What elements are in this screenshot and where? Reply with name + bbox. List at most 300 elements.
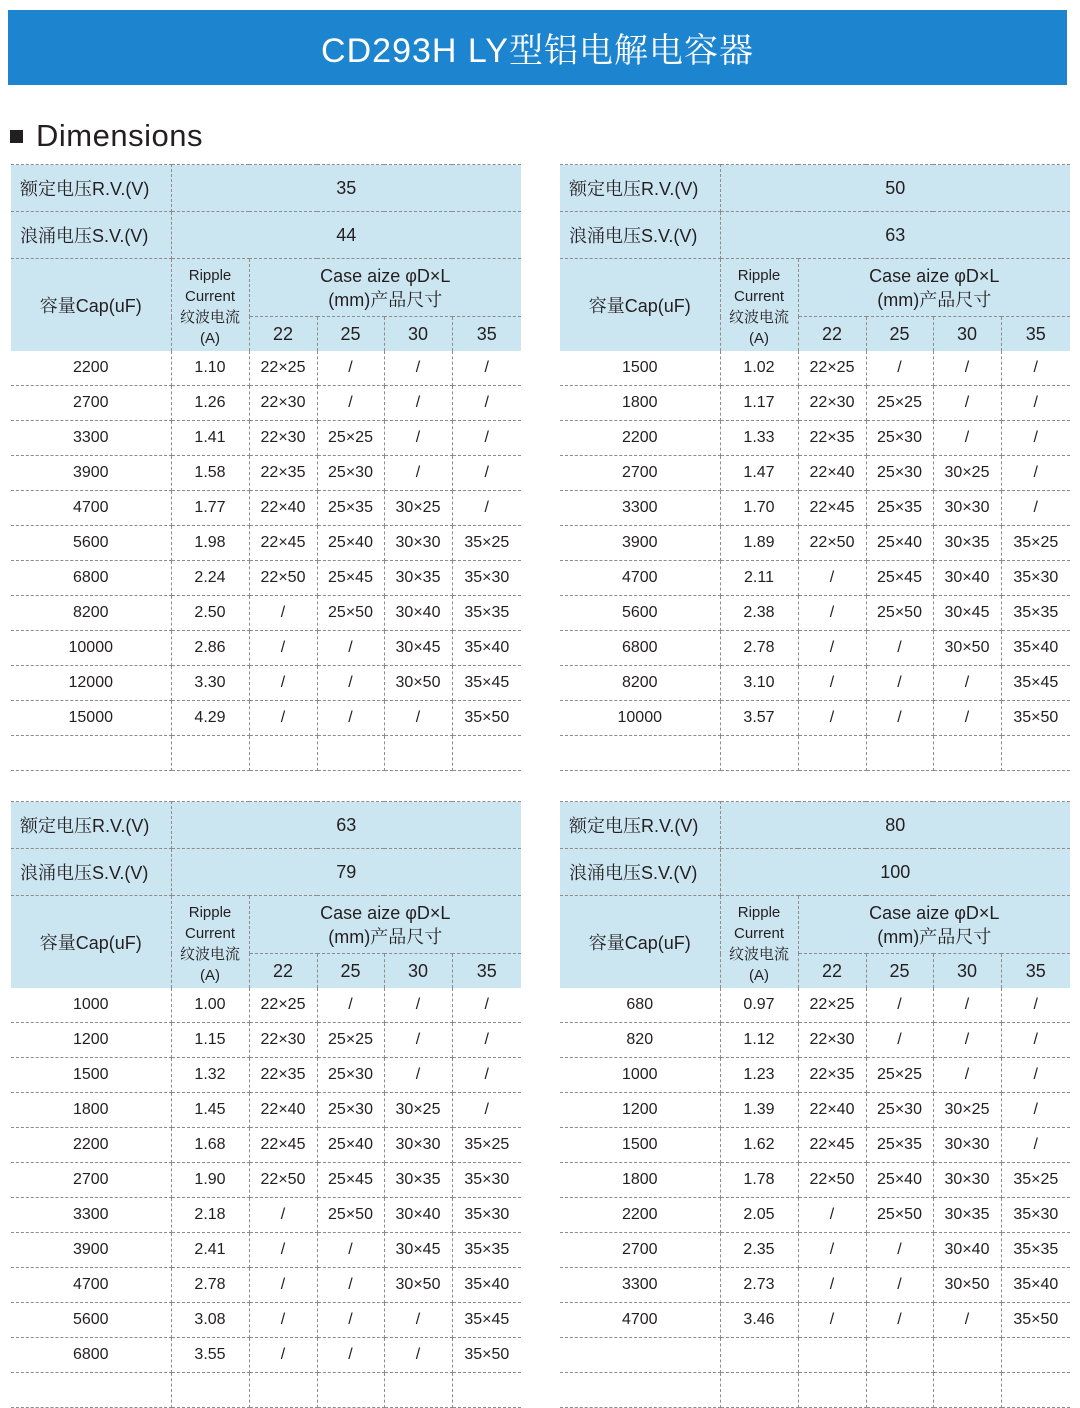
ripple-current-cell: 1.32	[171, 1058, 249, 1093]
table-row	[11, 561, 521, 596]
capacitance-cell: 6800	[560, 631, 720, 666]
case-size-22-cell: 22×50	[798, 526, 866, 561]
case-size-35-cell: 35×40	[1001, 1268, 1070, 1303]
case-size-30-cell: /	[933, 421, 1001, 456]
ripple-current-cell: 1.45	[171, 1093, 249, 1128]
case-size-35-cell: 35×50	[452, 1338, 521, 1373]
table-row	[11, 526, 521, 561]
table-row	[11, 1023, 521, 1058]
case-size-25-cell: /	[866, 1023, 933, 1058]
empty-cell	[720, 1373, 798, 1408]
table-row	[560, 701, 1070, 736]
case-size-30-cell: /	[384, 421, 452, 456]
ripple-header-en1: Ripple	[188, 267, 232, 284]
case-size-30-cell: /	[384, 456, 452, 491]
case-size-22-cell: /	[798, 561, 866, 596]
ripple-current-header	[720, 259, 798, 352]
surge-voltage-label: 浪涌电压S.V.(V)	[560, 849, 720, 896]
case-size-30-cell: /	[933, 1058, 1001, 1093]
case-size-35-cell: /	[1001, 1128, 1070, 1163]
empty-cell	[720, 1338, 798, 1373]
case-size-22-cell: 22×40	[249, 491, 317, 526]
case-size-35-cell: 35×45	[452, 1303, 521, 1338]
case-size-30-cell: 30×50	[384, 1268, 452, 1303]
ripple-current-cell: 3.57	[720, 701, 798, 736]
case-size-35-cell: /	[1001, 1093, 1070, 1128]
case-size-22-cell: 22×30	[249, 1023, 317, 1058]
diameter-35-header: 35	[452, 954, 521, 989]
empty-cell	[798, 736, 866, 771]
case-size-35-cell: 35×30	[452, 561, 521, 596]
case-size-25-cell: 25×50	[317, 1198, 384, 1233]
case-size-25-cell: 25×25	[866, 386, 933, 421]
case-size-header	[798, 259, 1070, 317]
table-body	[560, 351, 1070, 771]
empty-cell	[317, 736, 384, 771]
ripple-header-unit: (A)	[200, 330, 220, 347]
empty-row	[11, 736, 521, 771]
case-size-25-cell: /	[866, 1268, 933, 1303]
case-size-22-cell: 22×25	[798, 988, 866, 1023]
ripple-current-cell: 2.50	[171, 596, 249, 631]
ripple-current-cell: 1.78	[720, 1163, 798, 1198]
case-size-30-cell: /	[384, 1338, 452, 1373]
case-size-22-cell: 22×50	[249, 561, 317, 596]
case-size-22-cell: 22×40	[798, 1093, 866, 1128]
empty-cell	[11, 1373, 171, 1408]
ripple-current-cell: 1.90	[171, 1163, 249, 1198]
ripple-current-cell: 1.70	[720, 491, 798, 526]
ripple-current-cell: 1.41	[171, 421, 249, 456]
ripple-header-en2: Current	[733, 925, 785, 942]
diameter-22-header: 22	[798, 954, 866, 989]
capacitance-cell: 1200	[560, 1093, 720, 1128]
table-row	[11, 351, 521, 386]
case-size-22-cell: 22×35	[798, 421, 866, 456]
case-size-22-cell: 22×45	[798, 491, 866, 526]
surge-voltage-label: 浪涌电压S.V.(V)	[560, 212, 720, 259]
case-size-35-cell: 35×45	[1001, 666, 1070, 701]
ripple-current-cell: 2.38	[720, 596, 798, 631]
ripple-header-en1: Ripple	[737, 904, 781, 921]
case-size-35-cell: /	[1001, 1058, 1070, 1093]
empty-cell	[933, 736, 1001, 771]
case-size-35-cell: 35×25	[452, 526, 521, 561]
table-row	[11, 988, 521, 1023]
table-row	[11, 1058, 521, 1093]
case-size-25-cell: 25×30	[866, 456, 933, 491]
case-size-35-cell: 35×50	[1001, 701, 1070, 736]
diameter-25-header: 25	[866, 317, 933, 352]
case-size-35-cell: 35×30	[452, 1198, 521, 1233]
ripple-current-cell: 1.47	[720, 456, 798, 491]
capacitance-header: 容量Cap(uF)	[560, 259, 720, 352]
ripple-current-cell: 2.35	[720, 1233, 798, 1268]
diameter-30-header: 30	[384, 954, 452, 989]
ripple-header-cn: 纹波电流	[179, 946, 240, 963]
case-size-22-cell: 22×25	[249, 351, 317, 386]
case-size-line2: (mm)产品尺寸	[328, 289, 443, 310]
capacitance-cell: 8200	[11, 596, 171, 631]
ripple-current-cell: 1.68	[171, 1128, 249, 1163]
empty-cell	[171, 736, 249, 771]
rated-voltage-value: 63	[171, 802, 521, 849]
capacitance-cell: 1200	[11, 1023, 171, 1058]
capacitance-cell: 1500	[11, 1058, 171, 1093]
capacitance-cell: 10000	[11, 631, 171, 666]
case-size-30-cell: /	[933, 351, 1001, 386]
ripple-current-cell: 1.98	[171, 526, 249, 561]
case-size-30-cell: 30×35	[384, 1163, 452, 1198]
table-row	[560, 1163, 1070, 1198]
case-size-25-cell: 25×45	[317, 1163, 384, 1198]
ripple-current-header	[171, 259, 249, 352]
capacitance-cell: 1000	[11, 988, 171, 1023]
case-size-22-cell: 22×50	[249, 1163, 317, 1198]
ripple-current-cell: 1.12	[720, 1023, 798, 1058]
case-size-35-cell: /	[452, 386, 521, 421]
empty-cell	[866, 736, 933, 771]
case-size-line1: Case aize φD×L	[869, 265, 1000, 286]
rated-voltage-label: 额定电压R.V.(V)	[560, 165, 720, 212]
case-size-35-cell: /	[452, 988, 521, 1023]
case-size-25-cell: /	[317, 1338, 384, 1373]
empty-cell	[560, 1338, 720, 1373]
case-size-30-cell: /	[384, 1303, 452, 1338]
case-size-30-cell: 30×50	[933, 631, 1001, 666]
case-size-22-cell: /	[249, 1233, 317, 1268]
ripple-current-cell: 2.78	[720, 631, 798, 666]
case-size-line1: Case aize φD×L	[320, 265, 451, 286]
case-size-35-cell: 35×50	[1001, 1303, 1070, 1338]
ripple-current-cell: 3.55	[171, 1338, 249, 1373]
ripple-current-cell: 3.46	[720, 1303, 798, 1338]
dimensions-table-80v	[560, 801, 1070, 1408]
case-size-35-cell: 35×25	[1001, 526, 1070, 561]
case-size-22-cell: /	[798, 1198, 866, 1233]
case-size-25-cell: /	[317, 351, 384, 386]
case-size-35-cell: /	[452, 456, 521, 491]
case-size-header	[249, 259, 521, 317]
case-size-22-cell: 22×35	[249, 456, 317, 491]
ripple-header-en1: Ripple	[737, 267, 781, 284]
case-size-35-cell: 35×50	[452, 701, 521, 736]
case-size-25-cell: /	[866, 1303, 933, 1338]
case-size-30-cell: 30×25	[933, 1093, 1001, 1128]
dimensions-table-35v	[11, 164, 521, 771]
table-row	[11, 1268, 521, 1303]
case-size-25-cell: /	[317, 1303, 384, 1338]
case-size-30-cell: 30×40	[933, 1233, 1001, 1268]
diameter-22-header: 22	[249, 954, 317, 989]
dimensions-table-63v	[11, 801, 521, 1408]
case-size-35-cell: 35×45	[452, 666, 521, 701]
case-size-25-cell: 25×35	[866, 491, 933, 526]
empty-cell	[560, 1373, 720, 1408]
case-size-25-cell: 25×25	[317, 421, 384, 456]
case-size-22-cell: 22×40	[798, 456, 866, 491]
rated-voltage-label: 额定电压R.V.(V)	[11, 165, 171, 212]
case-size-30-cell: /	[384, 386, 452, 421]
capacitance-cell: 3900	[11, 456, 171, 491]
case-size-30-cell: 30×45	[384, 631, 452, 666]
table-row	[560, 1023, 1070, 1058]
empty-cell	[317, 1373, 384, 1408]
case-size-25-cell: 25×30	[866, 1093, 933, 1128]
empty-cell	[384, 1373, 452, 1408]
table-row	[11, 1093, 521, 1128]
capacitance-cell: 4700	[11, 1268, 171, 1303]
case-size-25-cell: 25×50	[317, 596, 384, 631]
table-row	[11, 491, 521, 526]
ripple-current-cell: 2.73	[720, 1268, 798, 1303]
table-row	[11, 1163, 521, 1198]
table-row	[560, 1233, 1070, 1268]
table-row	[11, 1198, 521, 1233]
case-size-22-cell: 22×45	[249, 526, 317, 561]
case-size-30-cell: /	[933, 666, 1001, 701]
table-row	[11, 456, 521, 491]
case-size-30-cell: /	[384, 701, 452, 736]
case-size-22-cell: 22×45	[249, 1128, 317, 1163]
ripple-header-unit: (A)	[200, 967, 220, 984]
capacitance-cell: 3300	[11, 1198, 171, 1233]
capacitance-cell: 5600	[11, 526, 171, 561]
case-size-35-cell: /	[452, 1058, 521, 1093]
capacitance-cell: 2200	[11, 351, 171, 386]
case-size-30-cell: 30×30	[933, 1128, 1001, 1163]
capacitance-cell: 6800	[11, 1338, 171, 1373]
case-size-25-cell: /	[866, 631, 933, 666]
rated-voltage-label: 额定电压R.V.(V)	[560, 802, 720, 849]
capacitance-cell: 1500	[560, 351, 720, 386]
capacitance-cell: 2700	[11, 386, 171, 421]
case-size-30-cell: /	[384, 1023, 452, 1058]
table-row	[560, 1128, 1070, 1163]
case-size-25-cell: /	[317, 666, 384, 701]
case-size-22-cell: 22×30	[249, 386, 317, 421]
rated-voltage-value: 35	[171, 165, 521, 212]
case-size-25-cell: 25×30	[317, 1058, 384, 1093]
case-size-25-cell: /	[317, 386, 384, 421]
case-size-35-cell: 35×35	[1001, 1233, 1070, 1268]
case-size-header	[798, 896, 1070, 954]
surge-voltage-value: 44	[171, 212, 521, 259]
ripple-header-en2: Current	[184, 288, 236, 305]
case-size-30-cell: 30×30	[933, 491, 1001, 526]
case-size-35-cell: /	[1001, 988, 1070, 1023]
case-size-22-cell: /	[798, 1303, 866, 1338]
capacitance-cell: 6800	[11, 561, 171, 596]
table-row	[11, 421, 521, 456]
ripple-current-cell: 2.78	[171, 1268, 249, 1303]
case-size-22-cell: /	[249, 701, 317, 736]
ripple-header-unit: (A)	[749, 967, 769, 984]
capacitance-cell: 3300	[560, 491, 720, 526]
ripple-header-en1: Ripple	[188, 904, 232, 921]
empty-row	[560, 736, 1070, 771]
case-size-25-cell: 25×40	[866, 1163, 933, 1198]
section-title: Dimensions	[36, 118, 203, 153]
table-row	[11, 666, 521, 701]
table-row	[560, 386, 1070, 421]
case-size-30-cell: 30×45	[384, 1233, 452, 1268]
case-size-22-cell: 22×30	[798, 1023, 866, 1058]
case-size-25-cell: 25×40	[317, 526, 384, 561]
capacitance-cell: 4700	[11, 491, 171, 526]
ripple-current-cell: 2.05	[720, 1198, 798, 1233]
ripple-current-cell: 3.10	[720, 666, 798, 701]
empty-cell	[560, 736, 720, 771]
case-size-22-cell: 22×25	[798, 351, 866, 386]
case-size-35-cell: 35×30	[452, 1163, 521, 1198]
ripple-header-en2: Current	[733, 288, 785, 305]
case-size-22-cell: 22×45	[798, 1128, 866, 1163]
case-size-25-cell: 25×30	[317, 456, 384, 491]
case-size-22-cell: 22×35	[249, 1058, 317, 1093]
empty-cell	[1001, 1338, 1070, 1373]
dimensions-table-50v	[560, 164, 1070, 771]
table-row	[11, 1303, 521, 1338]
empty-cell	[720, 736, 798, 771]
ripple-current-cell: 1.58	[171, 456, 249, 491]
ripple-current-cell: 2.18	[171, 1198, 249, 1233]
case-size-35-cell: /	[1001, 351, 1070, 386]
case-size-25-cell: /	[317, 1233, 384, 1268]
section-heading	[10, 114, 203, 158]
capacitance-cell: 2200	[11, 1128, 171, 1163]
case-size-line1: Case aize φD×L	[869, 902, 1000, 923]
case-size-25-cell: 25×45	[866, 561, 933, 596]
capacitance-cell: 3900	[560, 526, 720, 561]
capacitance-cell: 3300	[11, 421, 171, 456]
table-row	[11, 386, 521, 421]
ripple-current-cell: 1.10	[171, 351, 249, 386]
case-size-22-cell: 22×35	[798, 1058, 866, 1093]
case-size-25-cell: /	[317, 988, 384, 1023]
ripple-current-cell: 1.23	[720, 1058, 798, 1093]
case-size-30-cell: /	[933, 1023, 1001, 1058]
capacitance-header: 容量Cap(uF)	[560, 896, 720, 989]
page-title: CD293H LY型铝电解电容器	[321, 32, 754, 70]
ripple-current-cell: 1.26	[171, 386, 249, 421]
table-body	[11, 988, 521, 1408]
case-size-35-cell: /	[452, 1093, 521, 1128]
empty-cell	[249, 736, 317, 771]
case-size-30-cell: /	[384, 1058, 452, 1093]
surge-voltage-label: 浪涌电压S.V.(V)	[11, 849, 171, 896]
ripple-current-header	[720, 896, 798, 989]
table-body	[560, 988, 1070, 1408]
empty-cell	[171, 1373, 249, 1408]
case-size-line1: Case aize φD×L	[320, 902, 451, 923]
case-size-25-cell: /	[317, 1268, 384, 1303]
case-size-35-cell: /	[1001, 491, 1070, 526]
table-row	[560, 596, 1070, 631]
diameter-30-header: 30	[933, 954, 1001, 989]
diameter-30-header: 30	[384, 317, 452, 352]
case-size-line2: (mm)产品尺寸	[877, 289, 992, 310]
case-size-22-cell: /	[249, 666, 317, 701]
capacitance-cell: 10000	[560, 701, 720, 736]
case-size-22-cell: /	[798, 631, 866, 666]
case-size-35-cell: 35×35	[1001, 596, 1070, 631]
ripple-current-header	[171, 896, 249, 989]
ripple-current-cell: 1.89	[720, 526, 798, 561]
case-size-22-cell: /	[249, 1338, 317, 1373]
table-row	[11, 1233, 521, 1268]
ripple-current-cell: 1.33	[720, 421, 798, 456]
capacitance-cell: 1800	[11, 1093, 171, 1128]
table-row	[560, 1198, 1070, 1233]
capacitance-cell: 3300	[560, 1268, 720, 1303]
empty-row	[560, 1338, 1070, 1373]
ripple-current-cell: 1.77	[171, 491, 249, 526]
case-size-30-cell: 30×40	[933, 561, 1001, 596]
case-size-25-cell: /	[866, 351, 933, 386]
ripple-current-cell: 0.97	[720, 988, 798, 1023]
case-size-30-cell: 30×45	[933, 596, 1001, 631]
case-size-35-cell: 35×35	[452, 596, 521, 631]
diameter-35-header: 35	[1001, 317, 1070, 352]
ripple-current-cell: 3.30	[171, 666, 249, 701]
case-size-22-cell: /	[798, 596, 866, 631]
case-size-30-cell: 30×25	[384, 1093, 452, 1128]
case-size-22-cell: /	[249, 1268, 317, 1303]
table-row	[560, 666, 1070, 701]
case-size-30-cell: 30×30	[384, 526, 452, 561]
case-size-25-cell: 25×40	[866, 526, 933, 561]
ripple-header-en2: Current	[184, 925, 236, 942]
capacitance-cell: 1500	[560, 1128, 720, 1163]
capacitance-cell: 1800	[560, 386, 720, 421]
capacitance-cell: 2200	[560, 1198, 720, 1233]
case-size-25-cell: 25×35	[866, 1128, 933, 1163]
diameter-30-header: 30	[933, 317, 1001, 352]
case-size-25-cell: 25×30	[317, 1093, 384, 1128]
surge-voltage-value: 63	[720, 212, 1070, 259]
table-row	[560, 526, 1070, 561]
case-size-25-cell: 25×40	[317, 1128, 384, 1163]
empty-cell	[933, 1338, 1001, 1373]
case-size-30-cell: /	[384, 351, 452, 386]
capacitance-cell: 820	[560, 1023, 720, 1058]
table-row	[560, 491, 1070, 526]
capacitance-cell: 2700	[11, 1163, 171, 1198]
table-row	[560, 1303, 1070, 1338]
case-size-30-cell: 30×25	[384, 491, 452, 526]
case-size-22-cell: /	[249, 1198, 317, 1233]
capacitance-cell: 1800	[560, 1163, 720, 1198]
diameter-25-header: 25	[866, 954, 933, 989]
empty-cell	[1001, 736, 1070, 771]
case-size-35-cell: 35×25	[452, 1128, 521, 1163]
case-size-22-cell: /	[798, 701, 866, 736]
case-size-35-cell: /	[1001, 456, 1070, 491]
diameter-25-header: 25	[317, 317, 384, 352]
empty-cell	[11, 736, 171, 771]
case-size-25-cell: /	[317, 701, 384, 736]
capacitance-cell: 15000	[11, 701, 171, 736]
case-size-30-cell: 30×35	[384, 561, 452, 596]
case-size-35-cell: /	[452, 491, 521, 526]
ripple-header-cn: 纹波电流	[179, 309, 240, 326]
case-size-30-cell: 30×25	[933, 456, 1001, 491]
table-row	[11, 701, 521, 736]
surge-voltage-label: 浪涌电压S.V.(V)	[11, 212, 171, 259]
case-size-30-cell: /	[933, 988, 1001, 1023]
case-size-35-cell: 35×25	[1001, 1163, 1070, 1198]
